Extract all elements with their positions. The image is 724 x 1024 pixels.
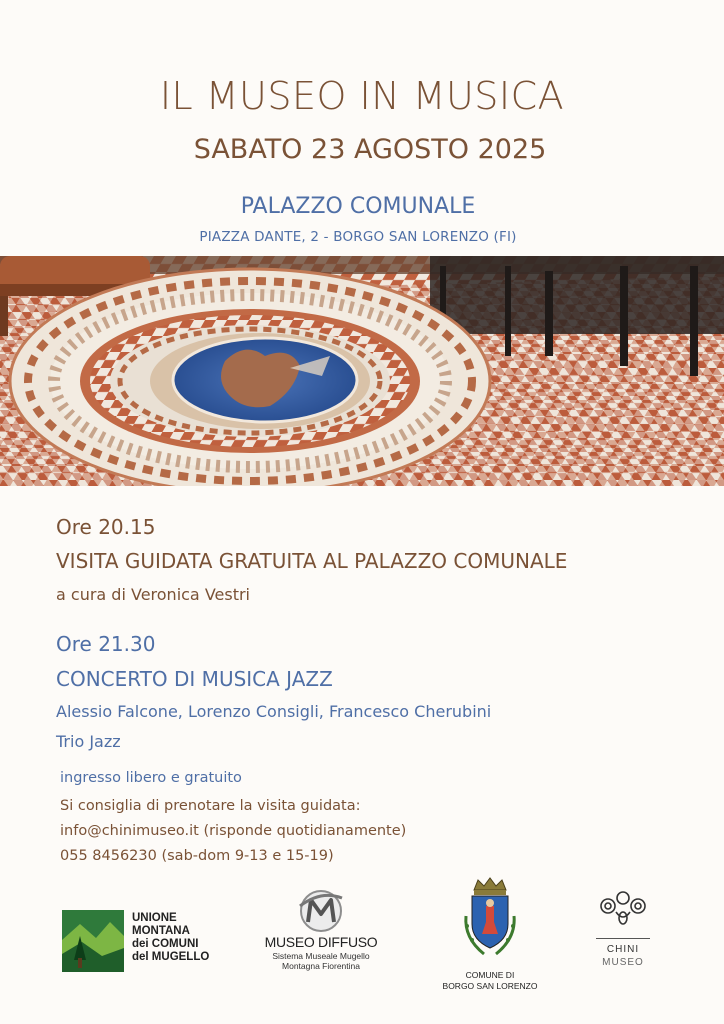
museo-diffuso-sub-1: Sistema Museale Mugello <box>272 951 370 961</box>
event-2-performers: Alessio Falcone, Lorenzo Consigli, Francesco Cherubini <box>56 702 492 721</box>
info-free-entry: ingresso libero e gratuito <box>60 770 242 786</box>
museo-diffuso-name: MUSEO DIFFUSO <box>264 934 378 950</box>
unione-line-1: UNIONE <box>132 912 177 924</box>
event-2-group: Trio Jazz <box>56 732 121 751</box>
floor-mosaic-photo <box>0 256 724 486</box>
comune-line-1: COMUNE DI <box>465 970 515 980</box>
comune-line-2: BORGO SAN LORENZO <box>442 981 538 991</box>
info-booking-note: Si consiglia di prenotare la visita guidata: <box>60 798 361 814</box>
event-date: SABATO 23 AGOSTO 2025 <box>193 134 547 165</box>
chini-line-2: MUSEO <box>602 957 644 968</box>
comune-borgo-logo <box>440 876 540 996</box>
chini-museo-logo <box>590 888 656 972</box>
chini-ornament-icon <box>596 888 650 934</box>
unione-line-4: del MUGELLO <box>132 951 210 963</box>
museo-diffuso-m-icon <box>296 888 346 934</box>
info-email[interactable]: info@chinimuseo.it (risponde quotidianamente) <box>60 823 407 839</box>
event-1-time: Ore 20.15 <box>56 515 156 539</box>
event-2-title: CONCERTO DI MUSICA JAZZ <box>56 667 333 691</box>
unione-line-3: dei COMUNI <box>132 938 199 950</box>
unione-line-2: MONTANA <box>132 925 190 937</box>
unione-montana-logo <box>62 910 222 974</box>
info-phone[interactable]: 055 8456230 (sab-dom 9-13 e 15-19) <box>60 848 334 864</box>
venue-name: PALAZZO COMUNALE <box>240 194 476 219</box>
chini-line-1: CHINI <box>606 944 640 955</box>
mountain-tree-icon <box>62 910 124 972</box>
museo-diffuso-logo <box>262 888 380 978</box>
museo-diffuso-sub-2: Montagna Fiorentina <box>282 961 360 971</box>
event-2-time: Ore 21.30 <box>56 632 156 656</box>
chini-divider <box>596 938 650 939</box>
event-1-guide: a cura di Veronica Vestri <box>56 585 250 604</box>
coat-of-arms-icon <box>460 876 520 962</box>
venue-address: PIAZZA DANTE, 2 - BORGO SAN LORENZO (FI) <box>199 229 517 245</box>
event-1-title: VISITA GUIDATA GRATUITA AL PALAZZO COMUNALE <box>56 549 568 573</box>
poster-title: IL MUSEO IN MUSICA <box>159 74 565 118</box>
